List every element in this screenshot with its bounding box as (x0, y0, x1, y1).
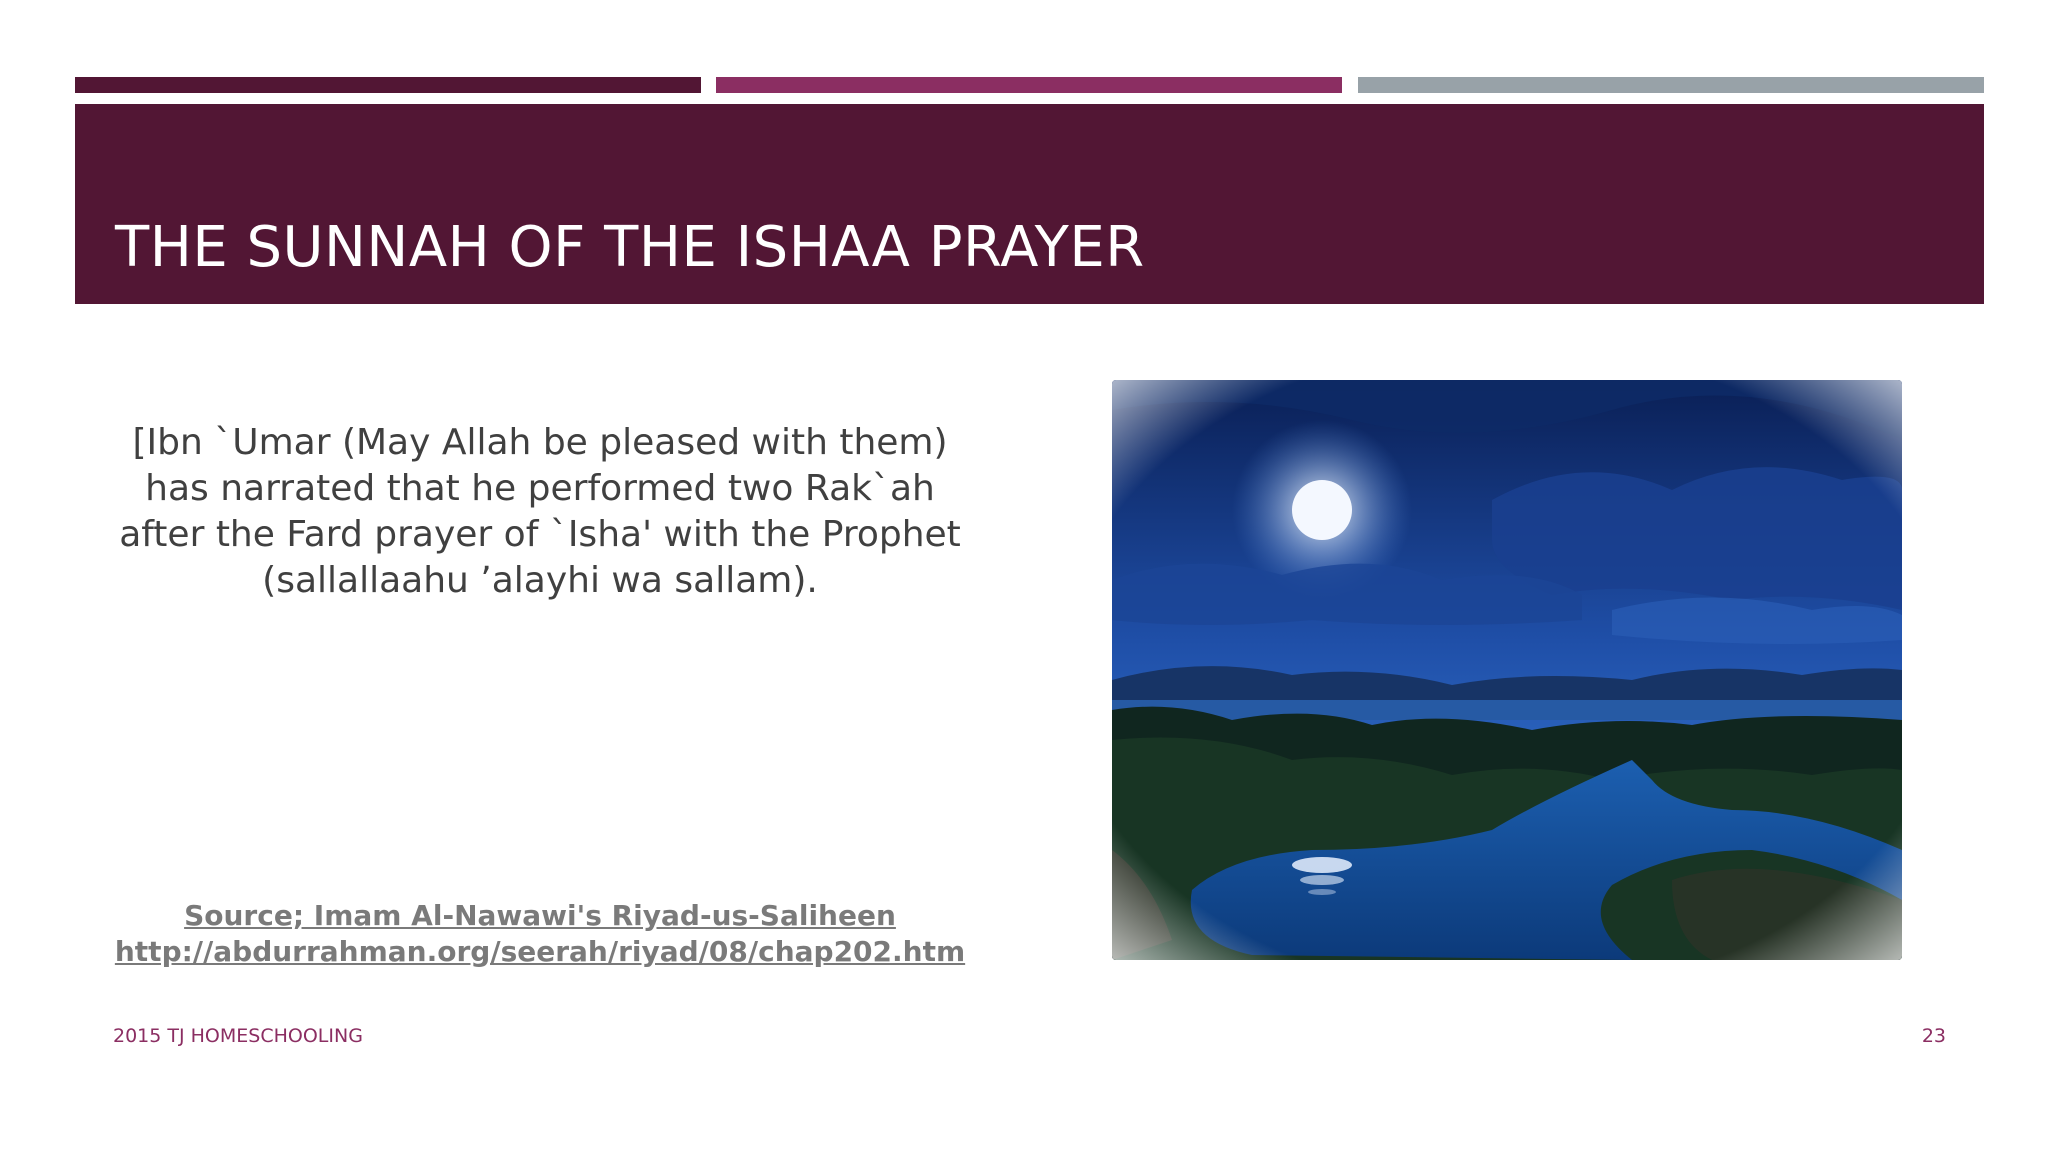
body-line: [Ibn `Umar (May Allah be pleased with them) (132, 422, 948, 463)
body-line: has narrated that he performed two Rak`ah (145, 468, 935, 509)
accent-bar-3 (1358, 77, 1984, 93)
accent-bar-1 (75, 77, 701, 93)
title-band (75, 104, 1984, 304)
source-citation (100, 898, 980, 970)
source-label-link[interactable]: Source; Imam Al-Nawawi's Riyad-us-Saliheen (184, 899, 896, 932)
slide-number: 23 (1921, 1025, 1946, 1047)
accent-bar-2 (716, 77, 1342, 93)
slide-title: THE SUNNAH OF THE ISHAA PRAYER (115, 215, 1145, 280)
source-url-link[interactable]: http://abdurrahman.org/seerah/riyad/08/chap202.htm (114, 935, 966, 968)
body-line: after the Fard prayer of `Isha' with the Prophet (119, 514, 961, 555)
body-line: (sallallaahu ’alayhi wa sallam). (262, 560, 818, 601)
footer-organization: 2015 TJ HOMESCHOOLING (113, 1025, 363, 1047)
body-text (100, 420, 980, 604)
moonlit-river-landscape-image (1112, 380, 1902, 960)
